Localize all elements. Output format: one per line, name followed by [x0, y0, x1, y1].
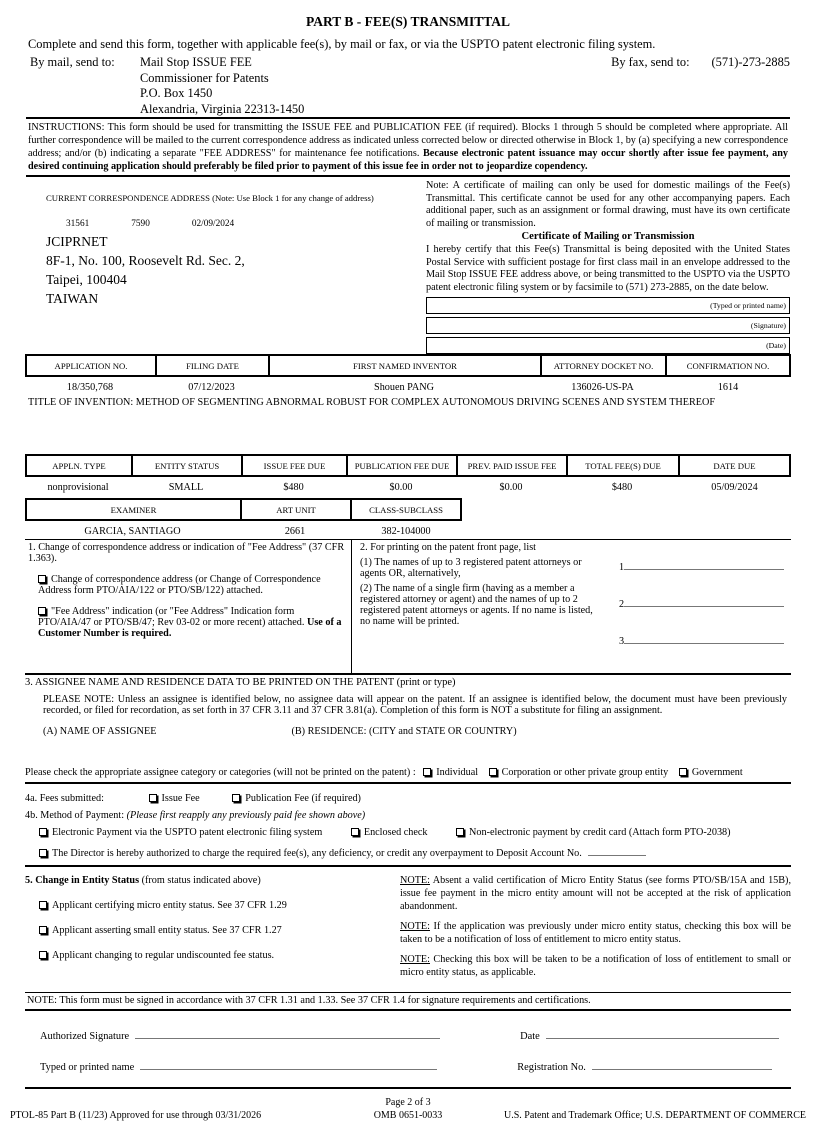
- mail-address-line: P.O. Box 1450: [140, 86, 213, 100]
- checkbox-micro-entity[interactable]: [39, 901, 47, 909]
- footer-line: [10, 1110, 806, 1121]
- first-named-inventor: Shouen PANG: [374, 382, 434, 394]
- correspondence-address-line: Taipei, 100404: [46, 272, 127, 287]
- registration-no-label: Registration No.: [517, 1061, 586, 1073]
- table-header-cell: PUBLICATION FEE DUE: [348, 456, 458, 475]
- attorney-name-input-2[interactable]: [624, 595, 784, 607]
- block1-block2-section: [25, 539, 791, 675]
- checkbox-individual[interactable]: [423, 768, 431, 776]
- signature-field[interactable]: [426, 317, 790, 334]
- line-number: 1: [619, 562, 625, 574]
- block5-option-small: [39, 925, 400, 936]
- block2-item1: (1) The names of up to 3 registered patent attorneys or agents OR, alternatively,: [360, 557, 582, 580]
- block5-note-3: [400, 954, 791, 979]
- fee-table-values: [25, 477, 791, 495]
- block2-item2: (2) The name of a single firm (having as a member a registered attorney or agent) and the names of up to 2 registered patent attorneys or agents. If no name is listed, no name will be printed.: [360, 583, 593, 628]
- block5-entity-status-section: [25, 875, 791, 987]
- block5-options: [25, 875, 400, 987]
- confirmation-no: 1614: [717, 382, 739, 394]
- checkbox-government[interactable]: [679, 768, 687, 776]
- payment-options-row: [39, 827, 791, 838]
- deposit-account-row: [39, 844, 791, 859]
- category-corporation-label: Corporation or other private group entity: [501, 767, 669, 779]
- table-header-cell: EXAMINER: [27, 500, 242, 519]
- mail-address-line: Mail Stop ISSUE FEE: [140, 55, 252, 69]
- assignee-residence-label: (B) RESIDENCE: (CITY and STATE OR COUNTRY): [291, 726, 517, 738]
- note-label: NOTE:: [400, 954, 430, 966]
- block1-correspondence-change: [25, 540, 352, 673]
- signature-caption: (Signature): [750, 320, 786, 330]
- registration-no-input[interactable]: [592, 1058, 772, 1070]
- checkbox-regular-status[interactable]: [39, 951, 47, 959]
- electronic-payment-label: Electronic Payment via the USPTO patent electronic filing system: [52, 827, 323, 839]
- mail-date: 02/09/2024: [191, 219, 235, 229]
- instructions-bold-text: Because electronic patent issuance may occur shortly after issue fee payment, any desired continuing application should preferably be filed prior to payment of this issue fee in order not to jeopardize copendency.: [28, 148, 788, 172]
- deposit-account-input[interactable]: [588, 844, 646, 856]
- total-fees-due: $480: [611, 482, 633, 494]
- regular-status-label: Applicant changing to regular undiscounted fee status.: [52, 950, 275, 962]
- table-header-cell: CONFIRMATION NO.: [686, 361, 770, 372]
- by-fax-label: By fax, send to:: [611, 55, 690, 69]
- by-mail-label: By mail, send to:: [30, 55, 115, 69]
- block3-assignee-section: [25, 675, 791, 784]
- block1-heading: 1. Change of correspondence address or indication of "Fee Address" (37 CFR 1.363).: [28, 542, 345, 565]
- table-header-cell: FILING DATE: [157, 356, 270, 375]
- checkbox-fee-address-indication[interactable]: [38, 607, 46, 615]
- issue-fee-due: $480: [283, 482, 304, 494]
- customer-number: 31561: [66, 219, 90, 229]
- attorney-name-input-1[interactable]: [624, 558, 784, 570]
- table-header-cell: TOTAL FEE(S) DUE: [568, 456, 680, 475]
- fax-number: (571)-273-2885: [711, 55, 790, 69]
- note-text: If the application was previously under micro entity status, checking this box will be taken to be a notification of loss of entitlement to micro entity status.: [400, 921, 791, 945]
- table-header-cell: ISSUE FEE DUE: [243, 456, 348, 475]
- publication-fee-due: $0.00: [389, 482, 413, 494]
- mail-address: [140, 55, 304, 117]
- assignee-name-label: (A) NAME OF ASSIGNEE: [43, 726, 157, 738]
- attorney-name-line-3: [619, 632, 787, 647]
- instructions-paragraph: [26, 120, 790, 174]
- deposit-account-label: The Director is hereby authorized to charge the required fee(s), any deficiency, or credit any overpayment to Deposit Account No.: [52, 848, 582, 860]
- checkbox-issue-fee[interactable]: [149, 794, 157, 802]
- checkbox-change-of-address[interactable]: [38, 575, 46, 583]
- mailing-header: [30, 55, 790, 117]
- table-header-cell: APPLN. TYPE: [27, 456, 133, 475]
- publication-fee-option-label: Publication Fee (if required): [245, 793, 361, 805]
- certificate-body: I hereby certify that this Fee(s) Transmittal is being deposited with the United States Postal Service with sufficient postage for first class mail in an envelope addressed to the Mail Stop ISSUE FEE address above, or being transmitted to the USPTO via the USPTO patent electronic filing system or by facsimile to (571) 273-2885, on the date below.: [426, 243, 790, 293]
- table-header-cell: FIRST NAMED INVENTOR: [270, 356, 542, 375]
- category-government-label: Government: [691, 767, 743, 779]
- date-due: 05/09/2024: [711, 482, 758, 494]
- application-number: 18/350,768: [66, 382, 114, 394]
- mail-room-code: 7590: [131, 219, 150, 229]
- date-caption: (Date): [766, 340, 786, 350]
- note-text: Checking this box will be taken to be a notification of loss of entitlement to small or micro entity status, as applicable.: [400, 954, 791, 978]
- block1-option2: [28, 606, 345, 639]
- date-field[interactable]: [426, 337, 790, 354]
- block3-heading: 3. ASSIGNEE NAME AND RESIDENCE DATA TO BE PRINTED ON THE PATENT (print or type): [25, 677, 456, 689]
- correspondence-label: CURRENT CORRESPONDENCE ADDRESS (Note: Use Block 1 for any change of address): [46, 193, 374, 203]
- certificate-block: [426, 177, 790, 354]
- mail-address-line: Alexandria, Virginia 22313-1450: [140, 101, 305, 116]
- omb-number: OMB 0651-0033: [373, 1109, 443, 1121]
- block5-option-regular: [39, 950, 400, 961]
- block5-note-2: [400, 921, 791, 946]
- correspondence-certificate-section: [26, 177, 790, 354]
- typed-name-caption: (Typed or printed name): [710, 300, 786, 310]
- line-number: 2: [619, 599, 625, 611]
- page-footer: [10, 1097, 806, 1121]
- entity-status: SMALL: [168, 482, 204, 494]
- attorney-name-input-3[interactable]: [624, 632, 784, 644]
- small-entity-label: Applicant asserting small entity status. See 37 CFR 1.27: [52, 925, 282, 937]
- method-of-payment-note: (Please first reapply any previously paid fee shown above): [126, 810, 366, 822]
- class-subclass: 382-104000: [381, 526, 431, 538]
- date-input[interactable]: [546, 1027, 779, 1039]
- form-id: PTOL-85 Part B (11/23) Approved for use through 03/31/2026: [10, 1109, 262, 1121]
- fax-info: [611, 55, 790, 117]
- table-header-cell: ART UNIT: [242, 500, 352, 519]
- application-table-values: [25, 377, 791, 395]
- note-label: NOTE:: [400, 921, 430, 933]
- checkbox-corporation[interactable]: [489, 768, 497, 776]
- typed-name-row: [40, 1058, 790, 1073]
- prev-paid-issue-fee: $0.00: [499, 482, 523, 494]
- block2-text: [360, 542, 605, 669]
- authorized-signature-label: Authorized Signature: [40, 1030, 130, 1042]
- line-number: 3: [619, 636, 625, 648]
- appln-type: nonprovisional: [47, 482, 109, 494]
- authorized-signature-row: [40, 1027, 790, 1042]
- block5-option-micro: [39, 900, 400, 911]
- checkbox-credit-card[interactable]: [456, 828, 464, 836]
- correspondence-address-line: JCIPRNET: [46, 234, 108, 249]
- category-individual-label: Individual: [436, 767, 479, 779]
- art-unit: 2661: [284, 526, 306, 538]
- credit-card-label: Non-electronic payment by credit card (Attach form PTO-2038): [469, 827, 731, 839]
- block5-note-1: [400, 875, 791, 913]
- form-title: PART B - FEE(S) TRANSMITTAL: [305, 14, 511, 29]
- divider: [26, 117, 790, 119]
- block4-fees-payment-section: [25, 784, 791, 867]
- application-table-header: [25, 354, 791, 377]
- correspondence-meta: [26, 219, 426, 229]
- correspondence-block: [26, 177, 426, 354]
- agency-name: U.S. Patent and Trademark Office; U.S. DEPARTMENT OF COMMERCE: [503, 1109, 806, 1121]
- block1-option1: [28, 574, 345, 596]
- instructions-text: INSTRUCTIONS: This form should be used for transmitting the ISSUE FEE and PUBLICATION FEE (if required). Blocks 1 through 5 should be completed where appropriate. All further correspondence will be mailed to the current correspondence address as indicated unless corrected below or directed otherwise in Block 1, by (a) specifying a new correspondence address; and/or (b) indicating a separate "FEE ADDRESS" for maintenance fee notifications.: [28, 122, 788, 159]
- table-header-cell: ENTITY STATUS: [133, 456, 243, 475]
- attorney-docket-no: 136026-US-PA: [571, 382, 634, 394]
- checkbox-deposit-account[interactable]: [39, 849, 47, 857]
- method-of-payment-label: 4b. Method of Payment:: [25, 810, 125, 822]
- correspondence-address: [26, 232, 426, 308]
- checkbox-enclosed-check[interactable]: [351, 828, 359, 836]
- mail-address-line: Commissioner for Patents: [140, 70, 269, 85]
- checkbox-publication-fee[interactable]: [232, 794, 240, 802]
- title-of-invention: TITLE OF INVENTION: METHOD OF SEGMENTING ABNORMAL ROBUST FOR COMPLEX AUTONOMOUS DRIVING SCENES AND SYSTEM THEREOF: [28, 397, 716, 409]
- block1-option1-label: Change of correspondence address (or Change of Correspondence Address form PTO/AIA/122 or PTO/SB/122) attached.: [38, 574, 321, 597]
- block2-heading: 2. For printing on the patent front page, list: [360, 542, 536, 554]
- date-label: Date: [520, 1030, 540, 1042]
- intro-line: Complete and send this form, together with applicable fee(s), by mail or fax, or via the USPTO patent electronic filing system.: [28, 37, 656, 51]
- fees-submitted-label: 4a. Fees submitted:: [25, 793, 104, 805]
- divider: [25, 1087, 791, 1089]
- attorney-name-line-1: [619, 558, 787, 573]
- certificate-note: Note: A certificate of mailing can only be used for domestic mailings of the Fee(s) Transmittal. This certificate cannot be used for any other accompanying papers. Each additional paper, such as an assignment or formal drawing, must have its own certificate of mailing or transmission.: [426, 180, 790, 229]
- block2-front-page-printing: [352, 540, 791, 673]
- certificate-heading: Certificate of Mailing or Transmission: [521, 231, 695, 243]
- examiner-table-header: [25, 498, 462, 521]
- category-prompt: Please check the appropriate assignee category or categories (will not be printed on the patent) :: [25, 767, 416, 779]
- block1-option2-label: "Fee Address" indication (or "Fee Address" Indication form PTO/AIA/47 or PTO/SB/47; Rev 03-02 or more recent) attached.: [38, 606, 307, 629]
- table-header-cell: ATTORNEY DOCKET NO.: [542, 356, 667, 375]
- examiner-table-values: [25, 521, 462, 539]
- table-header-cell: APPLICATION NO.: [27, 356, 157, 375]
- assignee-labels-row: [43, 726, 791, 737]
- block5-notes: [400, 875, 791, 987]
- page-number: Page 2 of 3: [385, 1096, 431, 1108]
- note-label: NOTE:: [400, 875, 430, 887]
- issue-fee-option-label: Issue Fee: [161, 793, 200, 805]
- checkbox-small-entity[interactable]: [39, 926, 47, 934]
- spacer: [0, 408, 816, 454]
- typed-name-label: Typed or printed name: [40, 1061, 135, 1073]
- micro-entity-label: Applicant certifying micro entity status. See 37 CFR 1.29: [52, 900, 287, 912]
- table-header-cell: CLASS-SUBCLASS: [369, 505, 443, 516]
- assignee-category-row: [25, 767, 791, 778]
- block5-heading: [25, 875, 400, 886]
- note-text: Absent a valid certification of Micro Entity Status (see forms PTO/SB/15A and 15B), issue fee payment in the micro entity amount will not be accepted at the risk of application abandonment.: [400, 875, 791, 912]
- signature-requirement-note: NOTE: This form must be signed in accordance with 37 CFR 1.31 and 1.33. See 37 CFR 1.4 for signature requirements and certifications.: [27, 994, 591, 1006]
- attorney-name-line-2: [619, 595, 787, 610]
- filing-date: 07/12/2023: [188, 382, 235, 394]
- block3-note: PLEASE NOTE: Unless an assignee is identified below, no assignee data will appear on the patent. If an assignee is identified below, the document must have been previously recorded, or filed for recordation, as set forth in 37 CFR 3.11 and 37 CFR 3.81(a). Completion of this form is NOT a substitute for filing an assignment.: [43, 694, 787, 717]
- typed-name-input[interactable]: [140, 1058, 437, 1070]
- fees-submitted-row: [25, 793, 791, 804]
- examiner-name: GARCIA, SANTIAGO: [84, 526, 181, 538]
- correspondence-address-line: 8F-1, No. 100, Roosevelt Rd. Sec. 2,: [46, 253, 245, 268]
- block5-heading-rest: (from status indicated above): [141, 875, 261, 887]
- block1-option2-bold: Use of a Customer Number is required.: [38, 617, 342, 640]
- table-header-cell: DATE DUE: [713, 461, 756, 472]
- fee-table-header: [25, 454, 791, 477]
- method-of-payment-row: [25, 810, 791, 821]
- table-header-cell: PREV. PAID ISSUE FEE: [458, 456, 568, 475]
- enclosed-check-label: Enclosed check: [363, 827, 428, 839]
- block2-name-lines: [605, 542, 787, 669]
- signature-requirement-bar: [25, 992, 791, 1011]
- typed-name-field[interactable]: [426, 297, 790, 314]
- authorized-signature-input[interactable]: [135, 1027, 440, 1039]
- checkbox-electronic-payment[interactable]: [39, 828, 47, 836]
- block5-heading-bold: 5. Change in Entity Status: [25, 875, 140, 887]
- correspondence-address-line: TAIWAN: [46, 291, 99, 306]
